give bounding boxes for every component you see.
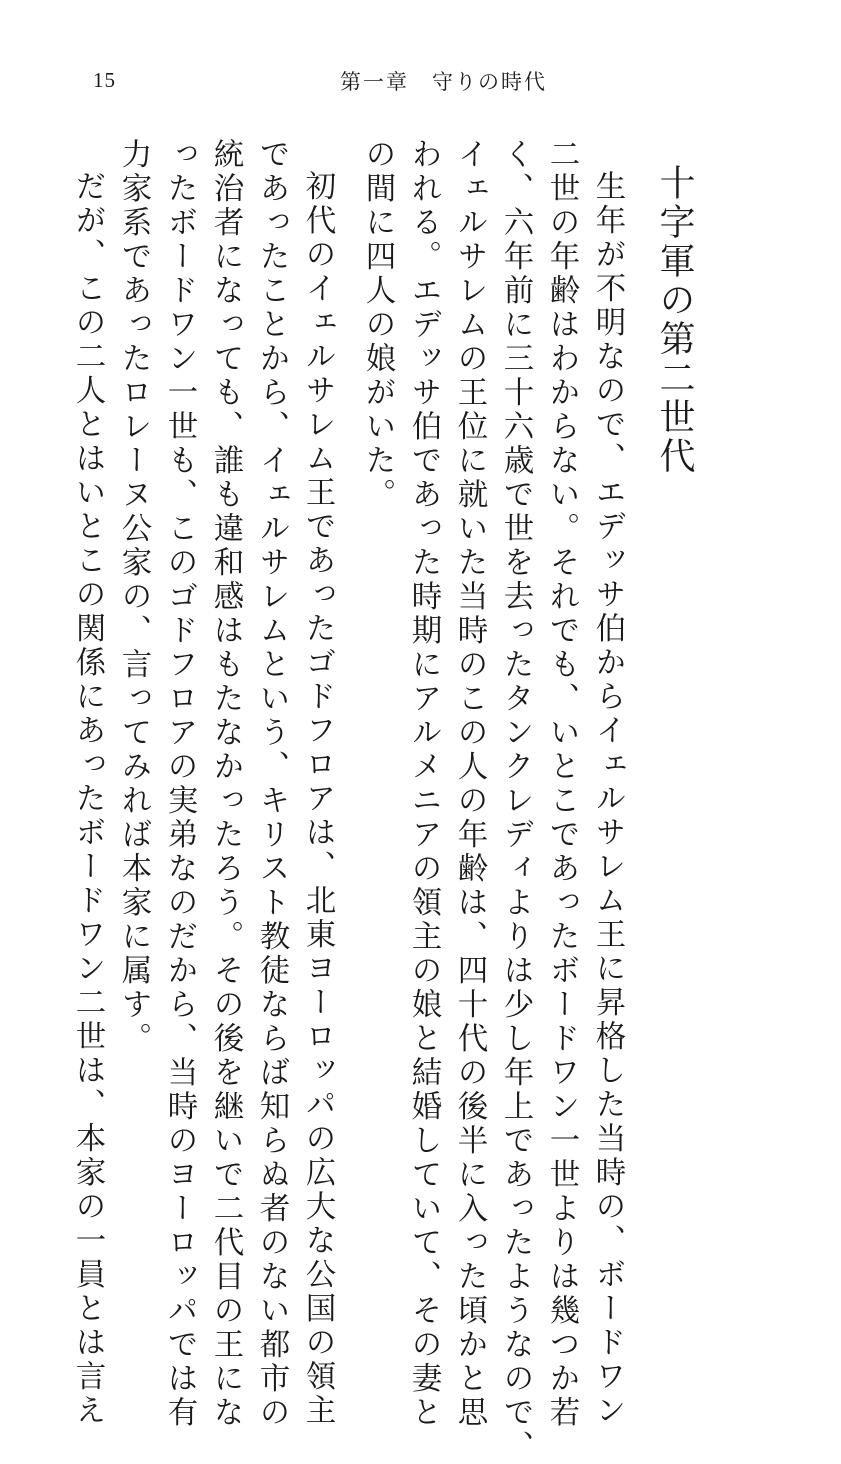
body-line: であったことから、イェルサレムという、キリスト教徒ならば知らぬ者のない都市の bbox=[254, 138, 289, 1430]
body-line: 初代のイェルサレム王であったゴドフロアは、北東ヨーロッパの広大な公国の領主 bbox=[300, 170, 335, 1428]
body-line: ったボードワン一世も、このゴドフロアの実弟なのだから、当時のヨーロッパでは有 bbox=[162, 138, 197, 1430]
body-line: イェルサレムの王位に就いた当時のこの人の年齢は、四十代の後半に入った頃かと思 bbox=[452, 138, 487, 1430]
page-number: 15 bbox=[93, 68, 116, 92]
section-heading: 十字軍の第二世代 bbox=[654, 164, 695, 476]
body-line: く、六年前に三十六歳で世を去ったタンクレディよりは少し年上であったようなので、 bbox=[498, 138, 533, 1464]
body-line: 力家系であったロレーヌ公家の、言ってみれば本家に属す。 bbox=[116, 138, 151, 1056]
body-line: 生年が不明なので、エデッサ伯からイェルサレム王に昇格した当時の、ボードワン bbox=[590, 170, 625, 1428]
body-line: の間に四人の娘がいた。 bbox=[360, 138, 395, 512]
body-line: だが、この二人とはいとこの関係にあったボードワン二世は、本家の一員とは言え bbox=[70, 170, 105, 1428]
body-line: われる。エデッサ伯であった時期にアルメニアの領主の娘と結婚していて、その妻と bbox=[406, 138, 441, 1430]
body-line: 統治者になっても、誰も違和感はもたなかったろう。その後を継いで二代目の王にな bbox=[208, 138, 243, 1430]
body-line: 二世の年齢はわからない。それでも、いとこであったボードワン一世よりは幾つか若 bbox=[544, 138, 579, 1430]
running-head: 第一章 守りの時代 bbox=[340, 70, 547, 94]
